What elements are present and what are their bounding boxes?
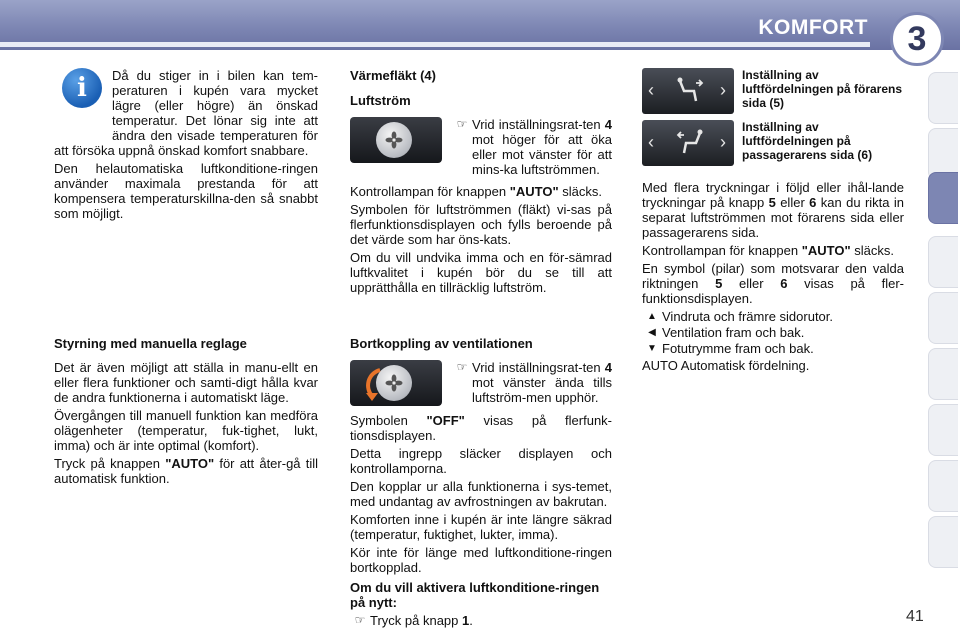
all-off-text: Den kopplar ur alla funktionerna i sys-temet, med undantag av avfrostningen av bakrutan. <box>350 479 612 509</box>
passenger-seat-airflow-icon <box>674 129 706 157</box>
airflow-heading: Luftström <box>350 93 411 108</box>
pointing-hand-icon: ☞ <box>456 117 468 131</box>
symbol-post: visas på fler-funktionsdisplayen. <box>642 276 904 306</box>
side-tab-5[interactable] <box>928 292 958 344</box>
airflow-auto-post: släcks. <box>558 184 602 199</box>
side-tab-7[interactable] <box>928 404 958 456</box>
manual-paragraph-2: Övergången till manuell funktion kan medföra olägenheter (temperatur, fuk-tighet, lukt, imma) och är inte optimal (komfort). <box>54 408 318 453</box>
direction-option-label: Ventilation fram och bak. <box>662 325 805 340</box>
side-tab-9[interactable] <box>928 516 958 568</box>
airflow-details <box>350 184 612 298</box>
chapter-number-badge <box>890 12 944 66</box>
disable-step-pre: Vrid inställningsrat-ten <box>472 360 605 375</box>
direction-options-list <box>642 309 904 356</box>
direction-option <box>642 325 904 340</box>
fan-icon-2 <box>385 374 403 392</box>
side-tab-4[interactable] <box>928 236 958 288</box>
press-text <box>642 180 904 240</box>
off-bold: "OFF" <box>426 413 465 428</box>
disable-dial-image <box>350 360 442 406</box>
reactivate-pre: Tryck på knapp <box>370 613 463 628</box>
off-symbol-text <box>350 413 612 443</box>
airflow-avoid-text: Om du vill undvika imma och en för-sämrad luftkvalitet i kupén bör du se till att upprätthålla en tillräcklig luftström. <box>350 250 612 295</box>
side-tab-6[interactable] <box>928 348 958 400</box>
reactivate-num: 1 <box>462 613 470 628</box>
symbol-text <box>642 261 904 306</box>
reactivate-step <box>350 613 612 631</box>
distribution-auto-off <box>642 243 904 258</box>
driver-heading-block <box>742 68 902 113</box>
manual-section <box>54 336 318 489</box>
reactivate-post: . <box>469 613 473 628</box>
action-text: Detta ingrepp släcker displayen och kontrollamporna. <box>350 446 612 476</box>
info-block <box>54 68 318 224</box>
chapter-title: KOMFORT <box>758 16 868 39</box>
disable-step-post: mot vänster ända tills luftström-men upphör. <box>472 375 612 405</box>
airflow-auto-pre: Kontrollampan för knappen <box>350 184 510 199</box>
symbol-num-6: 6 <box>780 276 788 291</box>
airflow-step-text <box>472 117 612 177</box>
manual-p3-post: för att åter-gå till automatisk funktion. <box>54 456 319 486</box>
reactivate-step-text <box>370 613 473 628</box>
chapter-number: 3 <box>907 19 927 58</box>
off-post: visas på flerfunk-tionsdisplayen. <box>350 413 612 443</box>
manual-paragraph-1: Det är även möjligt att ställa in manu-ellt en eller flera funktioner och samti-digt hålla kvar de andra funktionerna i automatiskt läge. <box>54 360 318 405</box>
manual-paragraph-3 <box>54 456 318 486</box>
driver-heading: Inställning av luftfördelningen på förarens sida (5) <box>742 68 903 110</box>
pointing-hand-icon-3: ☞ <box>354 613 366 627</box>
page-number: 41 <box>906 608 924 625</box>
driver-distribution-button-image <box>642 68 734 114</box>
disable-step-text <box>472 360 612 405</box>
arrow-left-icon: ◀ <box>648 327 656 338</box>
dist-auto-post: släcks. <box>850 243 894 258</box>
arrow-down-icon: ▼ <box>647 343 657 354</box>
info-icon: i <box>62 68 102 108</box>
direction-option <box>642 309 904 324</box>
airflow-step <box>452 117 612 180</box>
reactivate-heading: Om du vill aktivera luftkonditione-ringen på nytt: <box>350 580 600 610</box>
arrow-up-icon: ▲ <box>647 311 657 322</box>
disable-dial-knob <box>376 365 412 401</box>
header-stripe <box>0 42 870 47</box>
direction-option-label: Vindruta och främre sidorutor. <box>662 309 834 324</box>
disable-step <box>452 360 612 408</box>
disable-section <box>350 336 612 354</box>
airflow-step-post: mot höger för att öka eller mot vänster för att mins-ka luftströmmen. <box>472 132 612 177</box>
disable-details <box>350 413 612 631</box>
airflow-step-pre: Vrid inställningsrat-ten <box>472 117 605 132</box>
symbol-pre: En symbol (pilar) som motsvarar den valda riktningen <box>642 261 904 291</box>
long-text: Kör inte för länge med luftkonditione-ringen bortkopplad. <box>350 545 612 575</box>
chevron-right-icon: › <box>720 80 726 100</box>
direction-option-label: Fotutrymme fram och bak. <box>662 341 814 356</box>
fan-dial-image <box>350 117 442 163</box>
passenger-heading: Inställning av luftfördelningen på passagerarens sida (6) <box>742 120 873 162</box>
passenger-heading-block <box>742 120 902 165</box>
press-num-5: 5 <box>768 195 776 210</box>
press-pre: Med flera tryckningar i följd eller ihål-lande tryckningar på knapp <box>642 180 904 210</box>
side-tab-3-active[interactable] <box>928 172 958 224</box>
press-post: kan du rikta in separat luftströmmen mot förarens sida eller passagerarens sida. <box>642 195 904 240</box>
press-num-6: 6 <box>809 195 817 210</box>
fan-section <box>350 68 612 118</box>
chevron-right-icon-2: › <box>720 132 726 152</box>
icon-spacer <box>54 68 112 130</box>
chapter-side-tabs <box>928 72 960 580</box>
side-tab-8[interactable] <box>928 460 958 512</box>
auto-distribution-line: AUTO Automatisk fördelning. <box>642 358 810 373</box>
pointing-hand-icon-2: ☞ <box>456 360 468 374</box>
info-paragraph-2: Den helautomatiska luftkonditione-ringen använder maximala prestanda för att kompensera temperaturskillna-den så snabbt som möjligt. <box>54 161 318 221</box>
page-header <box>0 0 960 50</box>
symbol-num-5: 5 <box>715 276 723 291</box>
disable-heading: Bortkoppling av ventilationen <box>350 336 533 351</box>
manual-p3-auto: "AUTO" <box>165 456 215 471</box>
passenger-distribution-button-image <box>642 120 734 166</box>
airflow-symbol-text: Symbolen för luftströmmen (fläkt) vi-sas på flerfunktionsdisplayen och fylls beroende på det värde som har öns-kats. <box>350 202 612 247</box>
chevron-left-icon-2: ‹ <box>648 132 654 152</box>
disable-step-num: 4 <box>604 360 612 375</box>
fan-heading: Värmefläkt (4) <box>350 68 436 83</box>
symbol-mid: eller <box>722 276 781 291</box>
airflow-auto-off <box>350 184 612 199</box>
driver-seat-airflow-icon <box>674 77 706 105</box>
airflow-step-num: 4 <box>604 117 612 132</box>
manual-p3-pre: Tryck på knappen <box>54 456 166 471</box>
fan-icon <box>385 131 403 149</box>
manual-heading: Styrning med manuella reglage <box>54 336 247 351</box>
comfort-text: Komforten inne i kupén är inte längre säkrad (temperatur, fuktighet, lukter, imma). <box>350 512 612 542</box>
side-tab-1[interactable] <box>928 72 958 124</box>
info-paragraph-1-flow: Då du stiger in i bilen kan tem-peraturen i kupén vara mycket lägre (eller högre) än önskad temperatur. Det lönar sig inte att ändra den visade temperaturen för att försöka uppnå önskad komfort snabbare. <box>54 68 318 158</box>
fan-dial-knob <box>376 122 412 158</box>
press-mid: eller <box>775 195 810 210</box>
chevron-left-icon: ‹ <box>648 80 654 100</box>
dist-auto-bold: "AUTO" <box>801 243 851 258</box>
airflow-auto-bold: "AUTO" <box>509 184 559 199</box>
off-pre: Symbolen <box>350 413 427 428</box>
direction-option <box>642 341 904 356</box>
distribution-details <box>642 180 904 376</box>
dist-auto-pre: Kontrollampan för knappen <box>642 243 802 258</box>
